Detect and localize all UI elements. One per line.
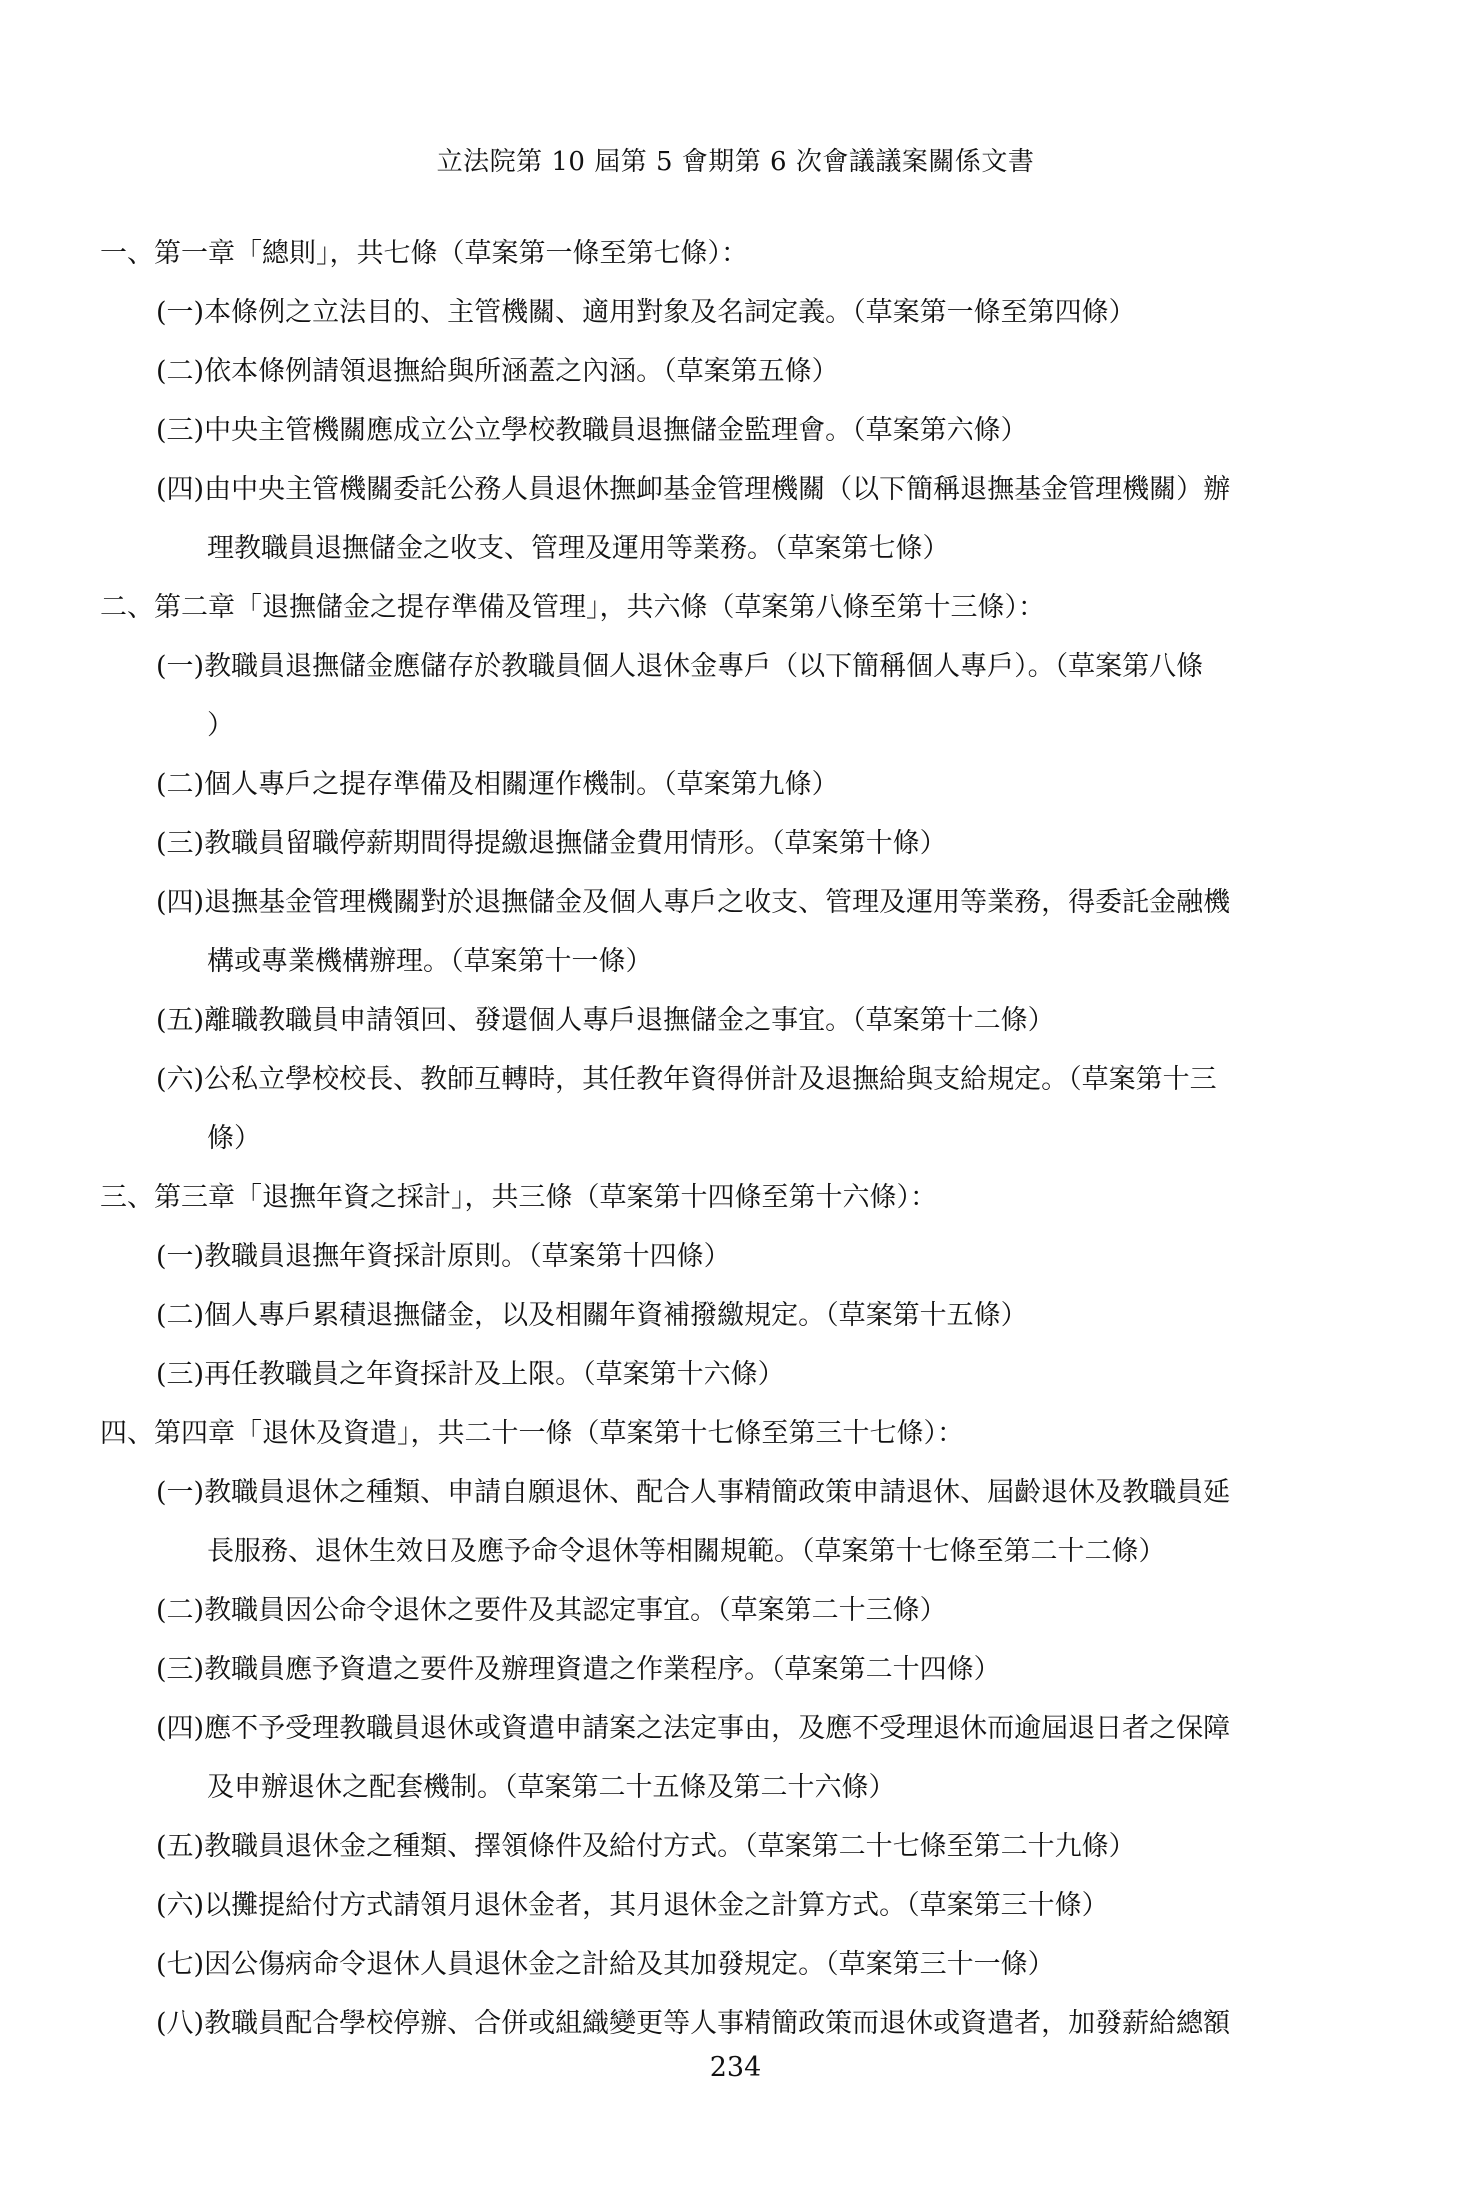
list-item-continuation: 構或專業機構辦理。（草案第十一條） xyxy=(207,946,653,977)
list-item: (四)退撫基金管理機關對於退撫儲金及個人專戶之收支、管理及運用等業務，得委託金融機 xyxy=(156,887,1231,918)
list-item: (二)個人專戶累積退撫儲金，以及相關年資補撥繳規定。（草案第十五條） xyxy=(156,1300,1028,1331)
section-heading-3: 三、第三章「退撫年資之採計」，共三條（草案第十四條至第十六條）： xyxy=(100,1182,937,1213)
list-item-continuation: 及申辦退休之配套機制。（草案第二十五條及第二十六條） xyxy=(207,1772,896,1803)
list-item: (四)由中央主管機關委託公務人員退休撫卹基金管理機關（以下簡稱退撫基金管理機關）辦 xyxy=(156,474,1231,505)
list-item: (一)教職員退休之種類、申請自願退休、配合人事精簡政策申請退休、屆齡退休及教職員延 xyxy=(156,1477,1231,1508)
list-item: (二)個人專戶之提存準備及相關運作機制。（草案第九條） xyxy=(156,769,839,800)
list-item-continuation: ） xyxy=(207,710,234,741)
list-item: (二)教職員因公命令退休之要件及其認定事宜。（草案第二十三條） xyxy=(156,1595,947,1626)
list-item-continuation: 理教職員退撫儲金之收支、管理及運用等業務。（草案第七條） xyxy=(207,533,950,564)
list-item: (一)教職員退撫儲金應儲存於教職員個人退休金專戶（以下簡稱個人專戶）。（草案第八條 xyxy=(156,651,1204,682)
list-item: (六)以攤提給付方式請領月退休金者，其月退休金之計算方式。（草案第三十條） xyxy=(156,1890,1109,1921)
list-item: (三)再任教職員之年資採計及上限。（草案第十六條） xyxy=(156,1359,785,1390)
list-item: (三)中央主管機關應成立公立學校教職員退撫儲金監理會。（草案第六條） xyxy=(156,415,1028,446)
list-item-continuation: 條） xyxy=(207,1123,261,1154)
section-heading-4: 四、第四章「退休及資遣」，共二十一條（草案第十七條至第三十七條）： xyxy=(100,1418,964,1449)
list-item: (一)教職員退撫年資採計原則。（草案第十四條） xyxy=(156,1241,731,1272)
page-header: 立法院第 10 屆第 5 會期第 6 次會議議案關係文書 xyxy=(436,147,1035,177)
list-item: (四)應不予受理教職員退休或資遣申請案之法定事由，及應不受理退休而逾屆退日者之保障 xyxy=(156,1713,1231,1744)
list-item: (三)教職員留職停薪期間得提繳退撫儲金費用情形。（草案第十條） xyxy=(156,828,947,859)
list-item: (三)教職員應予資遣之要件及辦理資遣之作業程序。（草案第二十四條） xyxy=(156,1654,1001,1685)
list-item: (五)離職教職員申請領回、發還個人專戶退撫儲金之事宜。（草案第十二條） xyxy=(156,1005,1055,1036)
list-item-continuation: 長服務、退休生效日及應予命令退休等相關規範。（草案第十七條至第二十二條） xyxy=(207,1536,1166,1567)
list-item: (二)依本條例請領退撫給與所涵蓋之內涵。（草案第五條） xyxy=(156,356,839,387)
list-item: (六)公私立學校校長、教師互轉時，其任教年資得併計及退撫給與支給規定。（草案第十三 xyxy=(156,1064,1217,1095)
page-number: 234 xyxy=(709,2052,762,2083)
section-heading-1: 一、第一章「總則」，共七條（草案第一條至第七條）： xyxy=(100,238,748,269)
list-item: (七)因公傷病命令退休人員退休金之計給及其加發規定。（草案第三十一條） xyxy=(156,1949,1055,1980)
list-item: (五)教職員退休金之種類、擇領條件及給付方式。（草案第二十七條至第二十九條） xyxy=(156,1831,1136,1862)
list-item: (一)本條例之立法目的、主管機關、適用對象及名詞定義。（草案第一條至第四條） xyxy=(156,297,1136,328)
section-heading-2: 二、第二章「退撫儲金之提存準備及管理」，共六條（草案第八條至第十三條）： xyxy=(100,592,1045,623)
list-item: (八)教職員配合學校停辦、合併或組織變更等人事精簡政策而退休或資遣者，加發薪給總額 xyxy=(156,2008,1231,2039)
